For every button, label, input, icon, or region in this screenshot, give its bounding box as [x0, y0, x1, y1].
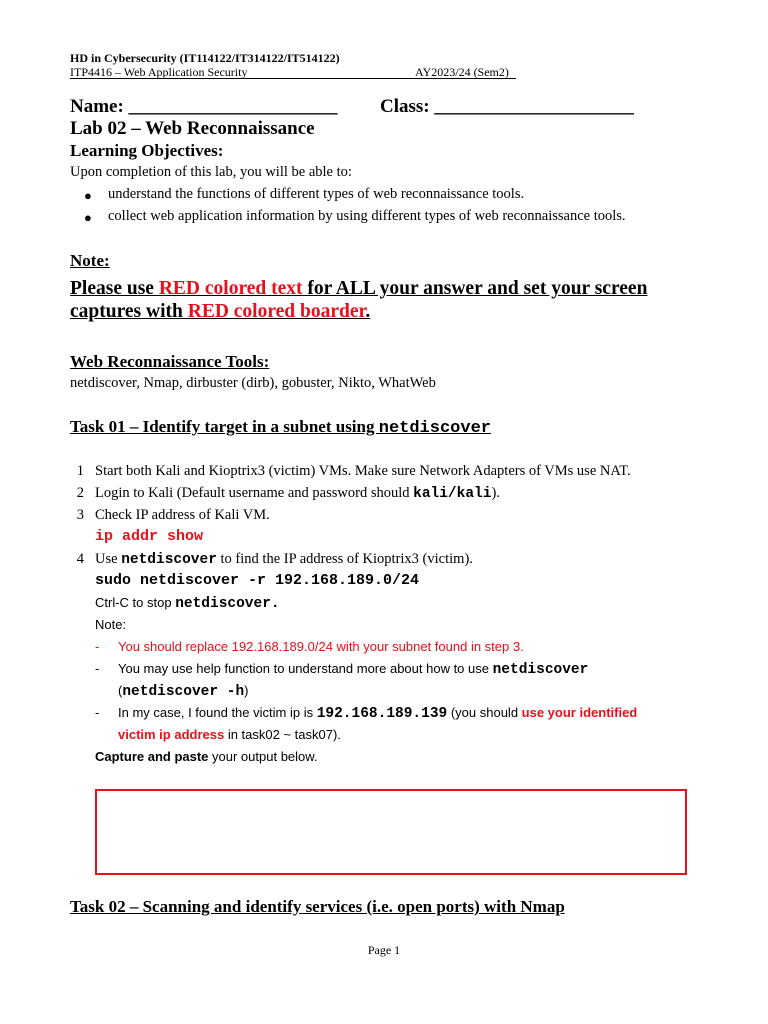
page-number: Page 1	[367, 943, 401, 957]
academic-year: AY2023/24 (Sem2)	[415, 65, 509, 79]
header-divider	[70, 78, 516, 79]
note-bullet-1: - You should replace 192.168.189.0/24 with your subnet found in step 3.	[95, 639, 524, 654]
lab-title: Lab 02 – Web Reconnaissance	[70, 118, 315, 139]
task02-heading: Task 02 – Scanning and identify services (i.e. open ports) with Nmap	[70, 897, 565, 916]
step-4-command: sudo netdiscover -r 192.168.189.0/24	[95, 572, 420, 589]
class-field-label: Class: _____________________	[380, 96, 634, 117]
note-bullet-3-cont: victim ip address in task02 ~ task07).	[118, 727, 341, 742]
red-text-highlight: RED colored text	[158, 278, 303, 299]
objective-text: collect web application information by using different types of web reconnaissance tools.	[108, 208, 626, 224]
answer-instruction: Please use RED colored text for ALL your answer and set your screen captures with RED colored boarder.	[70, 278, 648, 322]
step-3: 3 Check IP address of Kali VM.	[76, 507, 270, 523]
objectives-list	[70, 184, 626, 228]
module-name: ITP4416 – Web Application Security	[70, 65, 248, 79]
capture-instruction: Capture and paste your output below.	[95, 749, 318, 764]
task01-heading-code: netdiscover	[378, 419, 491, 438]
note-bullet-2-cont: (netdiscover -h)	[118, 683, 249, 700]
name-field-label: Name: ______________________	[70, 96, 338, 117]
step-2: 2 Login to Kali (Default username and password should kali/kali).	[76, 485, 500, 502]
objective-text: understand the functions of different types of web reconnaissance tools.	[108, 186, 525, 202]
objective-item	[70, 206, 626, 228]
step-4-note-label: Note:	[95, 617, 127, 632]
ctrl-c-instruction: Ctrl-C to stop netdiscover.	[95, 595, 280, 612]
course-line: HD in Cybersecurity (IT114122/IT314122/IT514122)	[70, 51, 340, 65]
step-3-command: ip addr show	[95, 528, 204, 545]
tools-list: netdiscover, Nmap, dirbuster (dirb), gobuster, Nikto, WhatWeb	[70, 375, 436, 391]
red-border-highlight: RED colored boarder	[187, 301, 366, 322]
answer-capture-box[interactable]	[95, 789, 687, 875]
note-bullet-3: - In my case, I found the victim ip is 192.168.189.139 (you should use your identified	[95, 705, 638, 722]
task01-heading: Task 01 – Identify target in a subnet using netdiscover	[70, 417, 491, 438]
step-4: 4 Use netdiscover to find the IP address of Kioptrix3 (victim).	[76, 551, 473, 568]
step-1: 1 Start both Kali and Kioptrix3 (victim) VMs. Make sure Network Adapters of VMs use NAT.	[76, 463, 631, 479]
objective-item	[70, 184, 626, 206]
bullet-icon: ●	[84, 188, 92, 203]
victim-ip: 192.168.189.139	[316, 706, 448, 722]
objectives-intro: Upon completion of this lab, you will be able to:	[70, 164, 352, 180]
tools-heading: Web Reconnaissance Tools:	[70, 352, 270, 371]
credentials-code: kali/kali	[413, 486, 492, 502]
objectives-heading: Learning Objectives:	[70, 141, 224, 160]
bullet-icon: ●	[84, 210, 92, 225]
netdiscover-code: netdiscover	[121, 552, 217, 568]
note-bullet-2: - You may use help function to understand more about how to use netdiscover	[95, 661, 589, 678]
task01-steps	[70, 461, 710, 769]
note-heading: Note:	[70, 251, 110, 270]
